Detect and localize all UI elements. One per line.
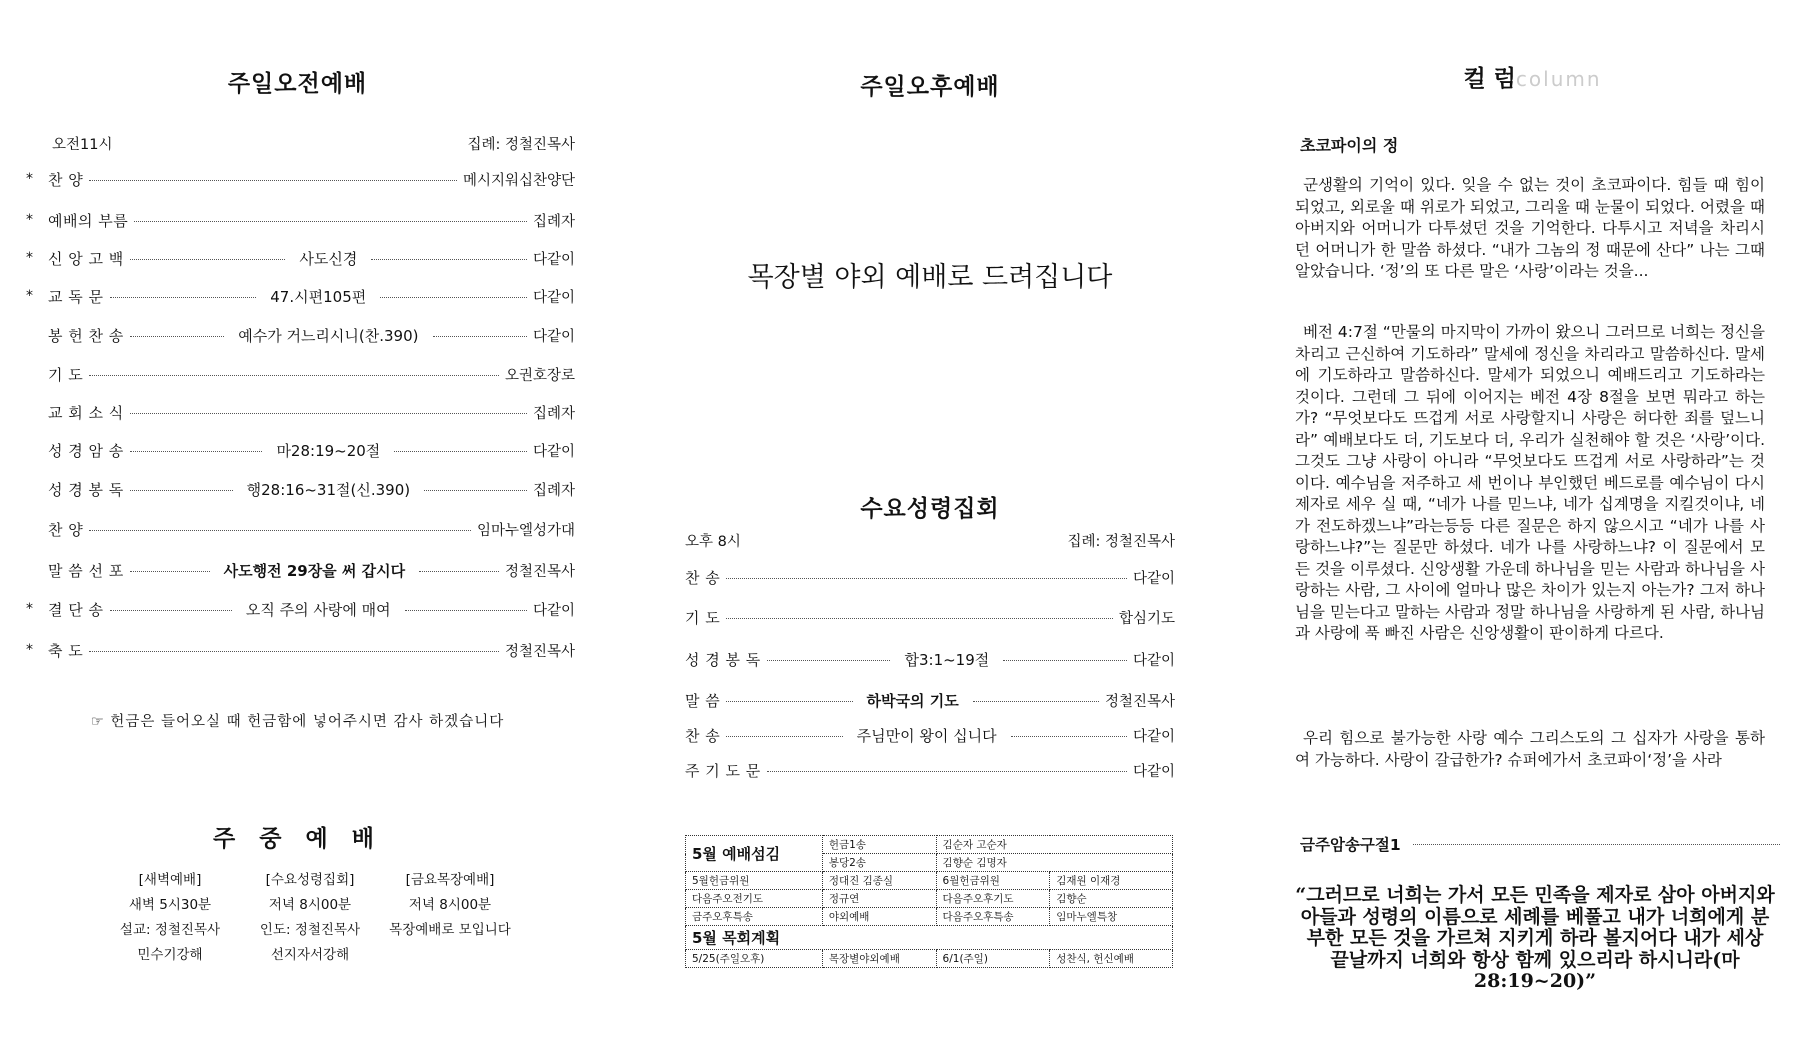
order-leader: 다같이	[1132, 652, 1176, 669]
standing-mark: *	[26, 288, 33, 304]
table-row: 5월헌금위원 정대진 김종실 6월헌금위원 김재원 이재경	[686, 872, 1173, 890]
order-row	[20, 399, 575, 425]
order-leader: 집례자	[532, 405, 575, 422]
standing-mark: *	[26, 642, 33, 658]
standing-mark: *	[26, 601, 33, 617]
order-row	[20, 361, 575, 387]
leader-dots	[110, 610, 232, 611]
column-paragraph-2: 베전 4:7절 “만물의 마지막이 가까이 왔으니 그러므로 너희는 정신을 차리고 근신하여 기도하라” 말세에 정신을 차리라고 말씀하신다. 말세에 기도하라고 말씀하신다. 말세가 되었으니 예배드리고 기도하라는 것이다. 그런데 그 뒤에 이어지는 베전 4장 8절을 보면 뭐라고 하는가? “무엇보다도 뜨겁게 서로 사랑할지니 사랑은 허다한 죄를 덮느니라” 예배보다도 더, 기도보다 더, 우리가 실천해야 할 것은 ‘사랑’이다. 그것도 그냥 사랑이 아니라 “무엇보다도 뜨겁게 서로 사랑하라”는 것이다. 예수님을 저주하고 세 번이나 부인했던 베드로를 예수님이 다시 제자로 세우 실 때, “네가 나를 믿느냐, 네가 십계명을 지킬것이냐, 네가 전도하겠느냐”라는등등 다른 질문은 하지 않으시고 “네가 나를 사랑하느냐?”는 질문만 하셨다. 네가 나를 사랑하느냐? 이 질문에서 모든 것을 이루셨다. 신앙생활 가운데 하나님을 믿는 사람과 하나님을 사랑하는 사람, 그 사이에 얼마나 많은 차이가 있는지 아는가? 그저 하나님을 믿는다고 말하는 사람과 정말 하나님을 사랑하게 된 사람, 하나님과 사랑에 푹 빠진 사람은 신앙생활이 판이하게 다르다.	[1295, 323, 1765, 642]
standing-mark: *	[26, 212, 33, 228]
order-label: 성 경 봉 독	[48, 480, 124, 499]
leader-dots	[130, 571, 210, 572]
column-title: 컬 럼column	[1463, 66, 1602, 92]
order-leader: 다같이	[532, 251, 576, 268]
order-leader: 정철진목사	[1104, 693, 1175, 710]
leader-dots	[419, 571, 499, 572]
leader-dots	[130, 451, 263, 452]
standing-mark: *	[26, 171, 33, 187]
order-leader: 다같이	[532, 443, 576, 460]
order-content: 하박국의 기도	[866, 691, 959, 710]
order-row	[685, 646, 1175, 672]
leader-dots	[130, 413, 527, 414]
weekly-item-wednesday: [수요성령집회] 저녁 8시00분 인도: 정철진목사 선지자서강해	[259, 872, 361, 963]
order-row	[20, 557, 575, 583]
order-content: 주님만이 왕이 십니다	[856, 726, 997, 745]
weekly-item-friday: [금요목장예배] 저녁 8시00분 목장예배로 모입니다	[389, 872, 511, 938]
order-leader: 다같이	[1132, 570, 1175, 587]
service-plan-heading: 5월 예배섬김	[686, 836, 823, 872]
leader-dots	[89, 180, 457, 181]
order-leader: 메시지워십찬양단	[462, 172, 575, 189]
wednesday-time: 오후 8시	[685, 534, 741, 550]
order-label: 찬 양	[48, 520, 84, 539]
order-row	[685, 722, 1175, 748]
morning-time: 오전11시	[52, 137, 113, 153]
leader-dots	[726, 701, 852, 702]
offering-note: ☞ 헌금은 들어오실 때 헌금함에 넣어주시면 감사 하겠습니다	[90, 714, 505, 730]
afternoon-service-title: 주일오후예배	[860, 74, 1000, 100]
order-content: 47.시편105편	[270, 287, 367, 306]
leader-dots	[973, 701, 1099, 702]
weekly-item-dawn: [새벽예배] 새벽 5시30분 설교: 정철진목사 민수기강해	[119, 872, 221, 963]
leader-dots	[89, 651, 499, 652]
column-title-en: column	[1515, 67, 1602, 91]
leader-dots	[89, 530, 471, 531]
morning-meta	[52, 133, 575, 154]
afternoon-notice: 목장별 야외 예배로 드려집니다	[747, 262, 1113, 293]
order-leader: 다같이	[1132, 728, 1176, 745]
order-label: 성 경 암 송	[48, 441, 124, 460]
order-label: 결 단 송	[48, 600, 104, 619]
leader-dots	[394, 451, 527, 452]
meeting-plan-heading: 5월 목회계획	[686, 926, 1173, 950]
order-leader: 임마누엘성가대	[476, 522, 575, 539]
order-label: 교 독 문	[48, 287, 104, 306]
order-row	[20, 596, 575, 622]
order-leader: 집례자	[532, 482, 576, 499]
order-label: 주 기 도 문	[685, 761, 761, 780]
leader-dots	[110, 297, 257, 298]
wednesday-meta	[685, 530, 1175, 551]
table-row: 봉당2송 김향순 김명자	[686, 854, 1173, 872]
wednesday-service-title: 수요성령집회	[860, 496, 1000, 522]
order-leader: 정철진목사	[504, 563, 576, 580]
wednesday-leader: 집례: 정철진목사	[1067, 534, 1175, 550]
order-label: 신 앙 고 백	[48, 249, 124, 268]
table-row: 다음주오전기도 정규연 다음주오후기도 김향순	[686, 890, 1173, 908]
leader-dots	[767, 660, 891, 661]
leader-dots	[424, 490, 527, 491]
order-content: 사도행전 29장을 써 갑시다	[223, 561, 406, 580]
order-label: 찬 양	[48, 170, 84, 189]
order-row	[20, 437, 575, 463]
order-row	[20, 476, 575, 502]
order-label: 축 도	[48, 641, 84, 660]
leader-dots	[380, 297, 527, 298]
table-row: 5/25(주일오후) 목장별야외예배 6/1(주일) 성찬식, 헌신예배	[686, 950, 1173, 968]
leader-dots	[726, 618, 1113, 619]
order-row	[20, 245, 575, 271]
column-subtitle: 초코파이의 정	[1300, 136, 1399, 155]
order-label: 말 씀	[685, 691, 721, 710]
order-leader: 다같이	[532, 602, 576, 619]
memory-verse: “그러므로 너희는 가서 모든 민족을 제자로 삼아 아버지와 아들과 성령의 이름으로 세례를 베풀고 내가 너희에게 분부한 모든 것을 가르쳐 지키게 하라 볼지어다 내가 세상 끝날까지 너희와 항상 함께 있으리라 하시니라(마28:19~20)”	[1295, 884, 1775, 992]
leader-dots	[726, 736, 842, 737]
order-label: 예배의 부름	[48, 211, 129, 230]
order-content: 예수가 거느리시니(찬.390)	[238, 326, 419, 345]
leader-dots	[89, 375, 499, 376]
order-row	[20, 322, 575, 348]
table-row: 5월 예배섬김 헌금1송 김순자 고순자	[686, 836, 1173, 854]
order-label: 찬 송	[685, 568, 721, 587]
order-label: 성 경 봉 독	[685, 650, 761, 669]
leader-dots	[405, 610, 527, 611]
divider	[1413, 844, 1780, 845]
service-plan-table	[685, 835, 1173, 968]
order-row	[685, 757, 1175, 783]
weekly-services-title: 주 중 예 배	[213, 826, 382, 852]
leader-dots	[767, 771, 1127, 772]
leader-dots	[130, 259, 286, 260]
morning-leader: 집례: 정철진목사	[467, 137, 575, 153]
leader-dots	[371, 259, 527, 260]
order-label: 봉 헌 찬 송	[48, 326, 124, 345]
order-label: 기 도	[48, 365, 84, 384]
order-leader: 합심기도	[1118, 610, 1175, 627]
leader-dots	[1003, 660, 1127, 661]
order-row	[20, 637, 575, 663]
leader-dots	[1011, 736, 1127, 737]
order-content: 사도신경	[299, 249, 358, 268]
order-content: 오직 주의 사랑에 매여	[245, 600, 391, 619]
table-row: 금주오후특송 야외예배 다음주오후특송 임마누엘특창	[686, 908, 1173, 926]
order-row	[685, 687, 1175, 713]
order-label: 말 씀 선 포	[48, 561, 124, 580]
order-content: 마28:19~20절	[276, 441, 381, 460]
order-label: 기 도	[685, 608, 721, 627]
leader-dots	[726, 578, 1127, 579]
column-paragraph-3: 우리 힘으로 불가능한 사랑 예수 그리스도의 그 십자가 사랑을 통하여 가능하다. 사랑이 갈급한가? 슈퍼에가서 초코파이‘정’을 사라	[1295, 729, 1765, 769]
order-row	[20, 166, 575, 192]
order-leader: 다같이	[1132, 763, 1175, 780]
order-row	[20, 516, 575, 542]
column-paragraph-1: 군생활의 기억이 있다. 잊을 수 없는 것이 초코파이다. 힘들 때 힘이 되었고, 외로울 때 위로가 되었고, 그리울 때 눈물이 되었다. 어렸을 때 아버지와 어머니가 다투셨던 것을 기억한다. 다투시고 저녁을 차리시던 어머니가 한 말씀 하셨다. “내가 그놈의 정 때문에 산다” 나는 그때 알았습니다. ‘정’의 또 다른 말은 ‘사랑’이라는 것을...	[1295, 176, 1765, 280]
order-label: 찬 송	[685, 726, 721, 745]
morning-service-title: 주일오전예배	[227, 71, 368, 97]
table-row	[686, 926, 1173, 950]
order-row	[685, 604, 1175, 630]
leader-dots	[433, 336, 527, 337]
order-leader: 다같이	[532, 289, 576, 306]
leader-dots	[134, 221, 527, 222]
order-leader: 다같이	[532, 328, 575, 345]
weekly-services	[100, 868, 520, 968]
order-row	[20, 207, 575, 233]
order-row	[20, 283, 575, 309]
memory-verse-heading: 금주암송구절1	[1300, 833, 1780, 855]
order-leader: 정철진목사	[504, 643, 575, 660]
order-label: 교 회 소 식	[48, 403, 124, 422]
order-content: 합3:1~19절	[904, 650, 990, 669]
leader-dots	[130, 336, 224, 337]
order-leader: 오권호장로	[504, 367, 575, 384]
order-leader: 집례자	[532, 213, 575, 230]
leader-dots	[130, 490, 233, 491]
standing-mark: *	[26, 250, 33, 266]
order-content: 행28:16~31절(신.390)	[246, 480, 411, 499]
order-row	[685, 564, 1175, 590]
